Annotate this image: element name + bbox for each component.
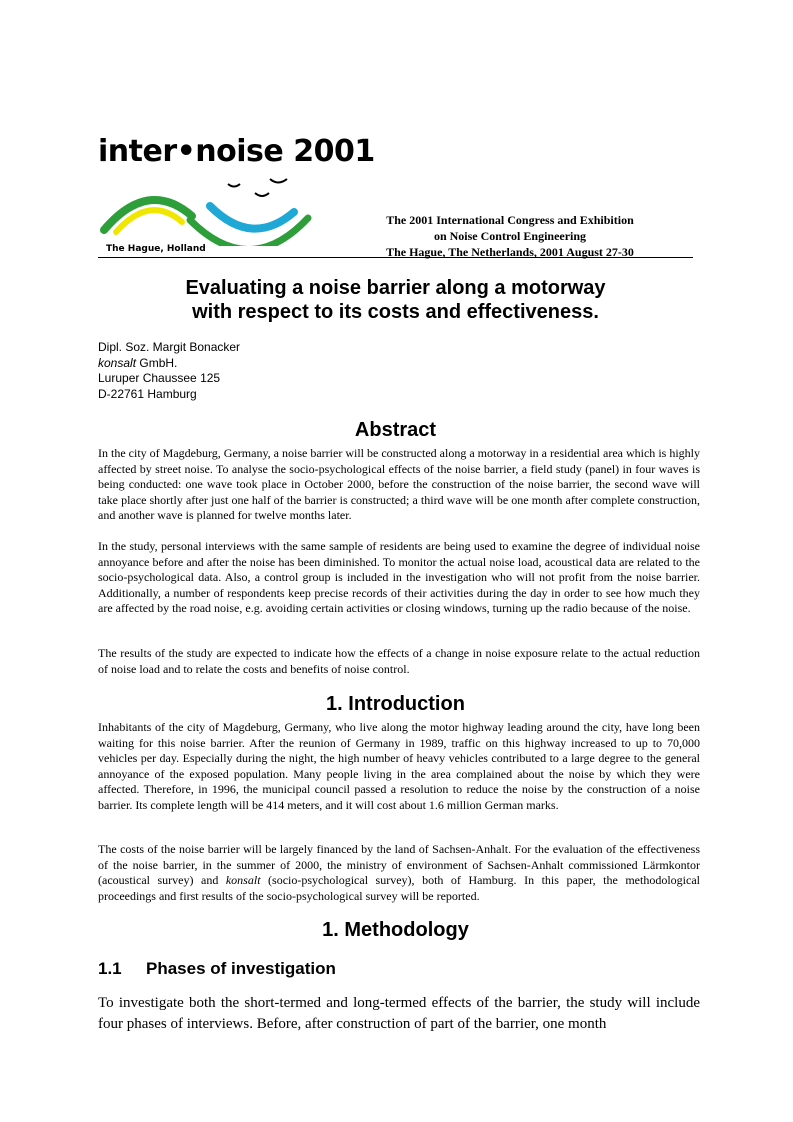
subsection-title: Phases of investigation (146, 959, 336, 978)
intro-p2-italic: konsalt (225, 873, 261, 887)
methodology-heading: 1. Methodology (322, 919, 469, 941)
author-org-rest: GmbH. (136, 355, 178, 370)
intro-p2-part-b: (socio-psychological survey), both of Hamburg. In this paper, the methodological proceedings and first results of the socio-psychological survey will be reported. (98, 873, 700, 903)
author-org-italic: konsalt (98, 355, 137, 370)
author-street: Luruper Chaussee 125 (98, 371, 221, 385)
conference-line-3: The Hague, The Netherlands, 2001 August 27-30 (386, 245, 634, 259)
conference-info (336, 212, 684, 260)
logo-caption: The Hague, Holland (106, 244, 206, 254)
abstract-paragraph-2: In the study, personal interviews with the same sample of residents are being used to examine the degree of individual noise annoyance before and after the noise has been diminished. To monitor the actual noise load, acoustical data are related to the socio-psychological data. Also, a control group is included in the investigation who will not profit from the noise barrier. Additionally, a number of respondents keep precise records of their activities during the day in order to see how much they are affected by the road noise, e.g. avoiding certain activities or closing windows, turning up the radio because of the noise. (98, 539, 700, 615)
header-rule (98, 257, 693, 258)
abstract-paragraph-3: The results of the study are expected to indicate how the effects of a change in noise exposure relate to the actual reduction of noise load and to relate the costs and benefits of noise control. (98, 646, 700, 676)
logo-waves-icon (98, 176, 314, 246)
paper-title (98, 276, 693, 324)
subsection-heading (98, 958, 336, 980)
author-organization (98, 356, 240, 372)
author-block (98, 340, 240, 402)
logo-title: inter•noise 2001 (98, 134, 375, 169)
conference-line-1: The 2001 International Congress and Exhibition (386, 213, 634, 227)
abstract-heading: Abstract (354, 419, 437, 441)
intro-p2-part-a: The costs of the noise barrier will be largely financed by the land of Sachsen-Anhalt. For the evaluation of the effectiveness of the noise barrier, in the summer of 2000, the ministry of environment of Sachsen-Anhalt commissioned Lärmkontor (acoustical survey) and (98, 842, 700, 887)
author-name: Dipl. Soz. Margit Bonacker (98, 340, 241, 354)
introduction-paragraph-1: Inhabitants of the city of Magdeburg, Germany, who live along the motor highway leading around the city, have long been waiting for this noise barrier. After the reunion of Germany in 1989, traffic on this highway increased to up to 70,000 vehicles per day. Especially during the night, the high number of heavy vehicles contributed to a large degree to the general annoyance of the exposed population. Many people living in the area complained about the noise by which they were affected. Therefore, in 1996, the municipal council passed a resolution to reduce the noise by the construction of a noise barrier. Its complete length will be 414 meters, and it will cost about 1.6 million German marks. (98, 720, 700, 812)
paper-title-line-2: with respect to its costs and effectiveness. (192, 301, 599, 323)
conference-line-2: on Noise Control Engineering (433, 229, 587, 243)
paper-title-line-1: Evaluating a noise barrier along a motorway (185, 277, 606, 299)
author-city: D-22761 Hamburg (98, 386, 197, 401)
introduction-heading: 1. Introduction (326, 693, 465, 715)
abstract-paragraph-1: In the city of Magdeburg, Germany, a noise barrier will be constructed along a motorway in a residential area which is highly affected by street noise. To analyse the socio-psychological effects of the noise barrier, a field study (panel) in four waves is being conducted: one wave took place in October 2000, before the construction of the noise barrier, the second wave will take place shortly after just one half of the barrier is constructed; a third wave will be one month after complete construction, and another wave is planned for twelve months later. (98, 446, 700, 522)
subsection-number: 1.1 (98, 959, 122, 978)
methodology-paragraph-1: To investigate both the short-termed and long-termed effects of the barrier, the study will include four phases of interviews. Before, after construction of part of the barrier, one month (98, 995, 700, 1032)
conference-logo (98, 132, 375, 257)
introduction-paragraph-2 (98, 842, 700, 904)
